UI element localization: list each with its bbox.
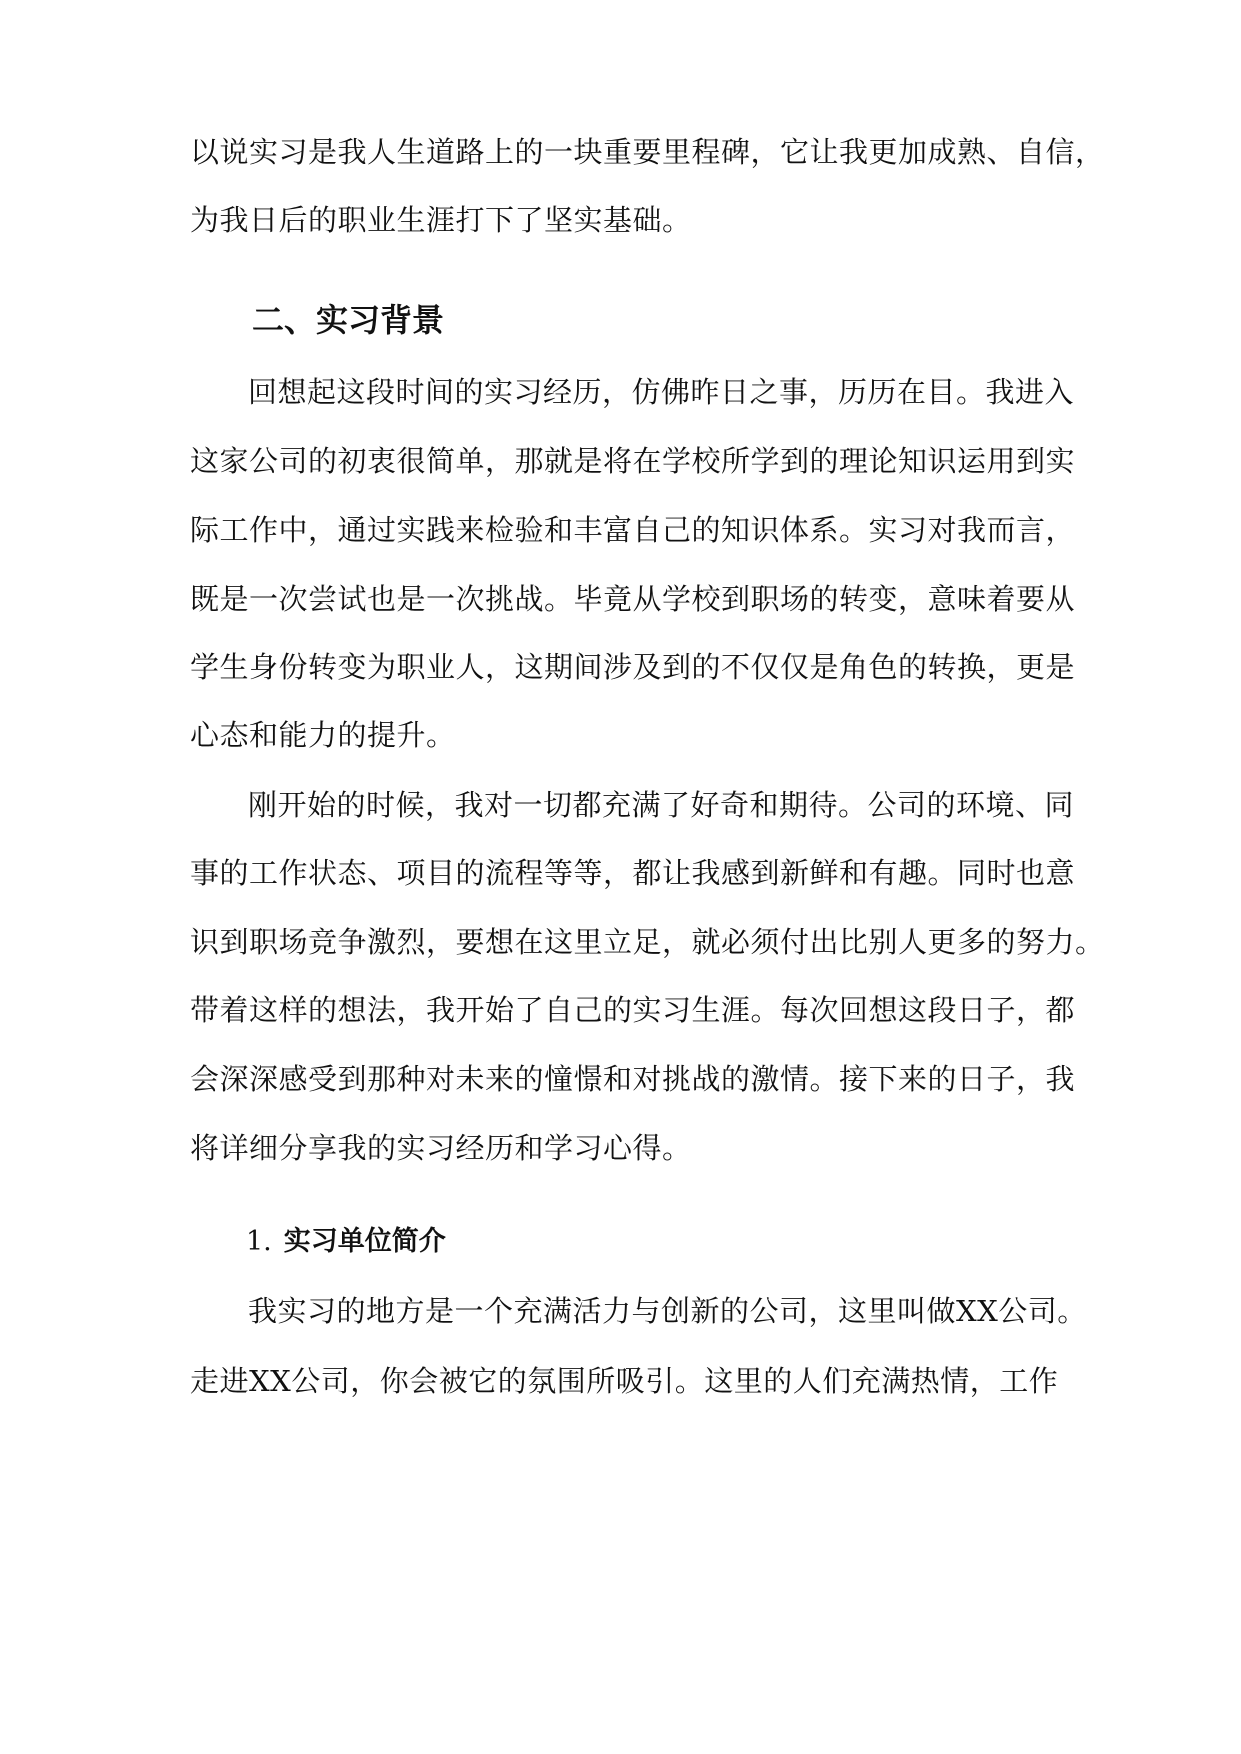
text-line: 带着这样的想法，我开始了自己的实习生涯。每次回想这段日子，都 <box>190 993 1076 1027</box>
text-line: 走进XX公司，你会被它的氛围所吸引。这里的人们充满热情，工作 <box>190 1364 1059 1398</box>
text-line: 学生身份转变为职业人，这期间涉及到的不仅仅是角色的转换，更是 <box>190 650 1076 684</box>
text-line: 心态和能力的提升。 <box>190 718 456 752</box>
text-line: 事的工作状态、项目的流程等等，都让我感到新鲜和有趣。同时也意 <box>190 856 1076 890</box>
text-line: 识到职场竞争激烈，要想在这里立足，就必须付出比别人更多的努力。 <box>190 925 1105 959</box>
section-heading: 二、实习背景 <box>252 301 445 339</box>
text-line: 我实习的地方是一个充满活力与创新的公司，这里叫做XX公司。 <box>248 1294 1087 1328</box>
subsection-number: 1. <box>246 1226 272 1257</box>
text-line: 回想起这段时间的实习经历，仿佛昨日之事，历历在目。我进入 <box>248 375 1075 409</box>
text-line: 既是一次尝试也是一次挑战。毕竟从学校到职场的转变，意味着要从 <box>190 582 1076 616</box>
text-line: 将详细分享我的实习经历和学习心得。 <box>190 1131 692 1165</box>
subsection-heading <box>246 1222 446 1262</box>
text-line: 这家公司的初衷很简单，那就是将在学校所学到的理论知识运用到实 <box>190 444 1076 478</box>
text-line: 际工作中，通过实践来检验和丰富自己的知识体系。实习对我而言， <box>190 513 1076 547</box>
text-line: 为我日后的职业生涯打下了坚实基础。 <box>190 203 692 237</box>
text-line: 以说实习是我人生道路上的一块重要里程碑，它让我更加成熟、自信， <box>190 135 1105 169</box>
text-line: 会深深感受到那种对未来的憧憬和对挑战的激情。接下来的日子，我 <box>190 1062 1076 1096</box>
text-line: 刚开始的时候，我对一切都充满了好奇和期待。公司的环境、同 <box>248 788 1075 822</box>
subsection-title: 实习单位简介 <box>283 1226 446 1257</box>
